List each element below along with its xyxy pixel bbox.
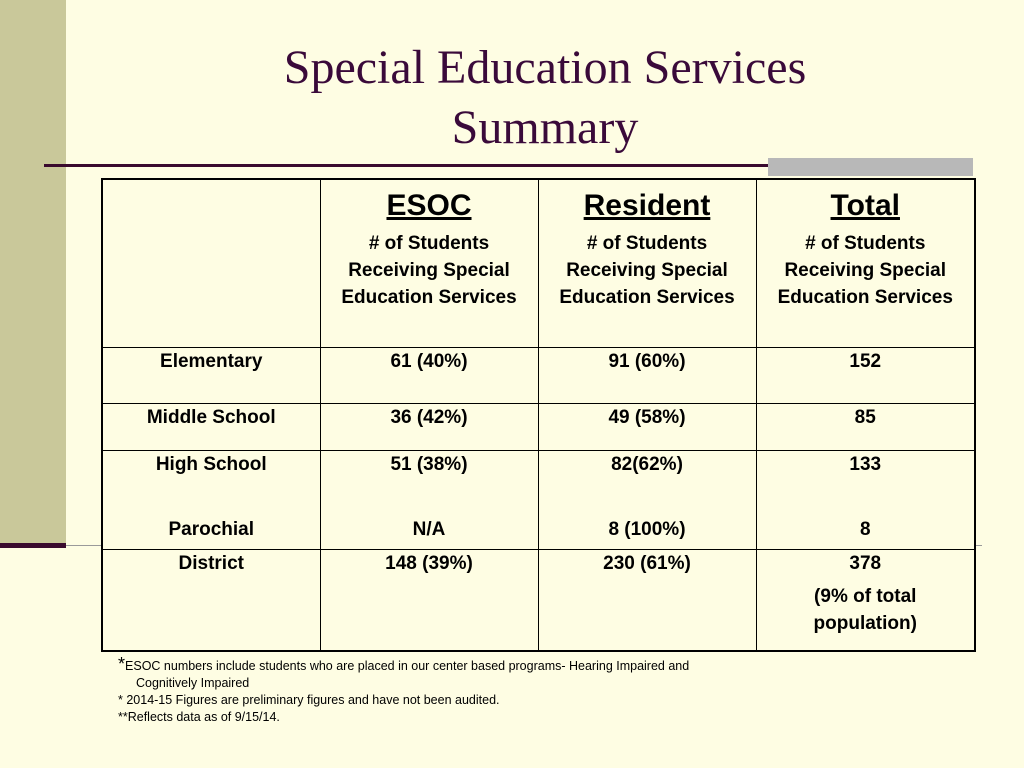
cell-esoc: 61 (40%): [320, 347, 538, 403]
row-label-high-school: High School: [155, 453, 267, 475]
row-label-parochial: Parochial: [168, 518, 255, 540]
table-row-middle-school: [102, 403, 975, 450]
header-cell-resident: [538, 179, 756, 347]
cell-resident: 49 (58%): [538, 403, 756, 450]
row-label-cell: [102, 450, 320, 549]
table-row-elementary: [102, 347, 975, 403]
table-header-row: [102, 179, 975, 347]
column-title-total: Total: [830, 189, 900, 222]
district-total-note: (9% of total population): [813, 585, 917, 634]
column-desc-esoc: # of Students Receiving Special Education Services: [341, 233, 517, 308]
cell-total: [756, 450, 975, 549]
title-line-2: Summary: [451, 101, 639, 154]
table-row-district: [102, 549, 975, 651]
footnote-preliminary: * 2014-15 Figures are preliminary figures and have not been audited.: [118, 693, 500, 707]
cell-total: [756, 549, 975, 651]
district-total: 378: [849, 552, 882, 574]
page-title: [66, 38, 1024, 158]
header-cell-total: [756, 179, 975, 347]
cell-resident: 230 (61%): [538, 549, 756, 651]
cell-esoc: 148 (39%): [320, 549, 538, 651]
summary-table: [101, 178, 976, 652]
table-row-high-school-parochial: [102, 450, 975, 549]
row-label: Elementary: [102, 347, 320, 403]
column-title-resident: Resident: [583, 189, 711, 222]
title-divider: [44, 164, 774, 167]
column-title-esoc: ESOC: [386, 189, 472, 222]
cell-resident: 91 (60%): [538, 347, 756, 403]
column-desc-resident: # of Students Receiving Special Education Services: [559, 233, 735, 308]
header-empty-cell: [102, 179, 320, 347]
title-accent-block: [768, 158, 973, 176]
cell-resident: [538, 450, 756, 549]
row-label: Middle School: [102, 403, 320, 450]
high-school-resident: 82(62%): [611, 453, 683, 475]
high-school-esoc: 51 (38%): [390, 453, 468, 475]
footnotes: [118, 656, 818, 726]
header-cell-esoc: [320, 179, 538, 347]
cell-esoc: 36 (42%): [320, 403, 538, 450]
row-label: District: [102, 549, 320, 651]
left-band-rule: [0, 543, 66, 548]
parochial-esoc: N/A: [412, 518, 446, 540]
left-decorative-band: [0, 0, 66, 545]
cell-esoc: [320, 450, 538, 549]
cell-total: 152: [756, 347, 975, 403]
parochial-resident: 8 (100%): [608, 518, 686, 540]
footnote-esoc-line-2: Cognitively Impaired: [136, 676, 250, 690]
cell-total: 85: [756, 403, 975, 450]
footnote-star: *: [118, 654, 126, 674]
footnote-as-of: **Reflects data as of 9/15/14.: [118, 710, 280, 724]
column-desc-total: # of Students Receiving Special Education Services: [777, 233, 953, 308]
parochial-total: 8: [859, 518, 871, 540]
title-line-1: Special Education Services: [283, 41, 807, 94]
high-school-total: 133: [849, 453, 882, 475]
footnote-esoc-line-1: ESOC numbers include students who are placed in our center based programs- Hearing Impaired and: [125, 659, 690, 673]
footnote-esoc: [118, 656, 818, 692]
